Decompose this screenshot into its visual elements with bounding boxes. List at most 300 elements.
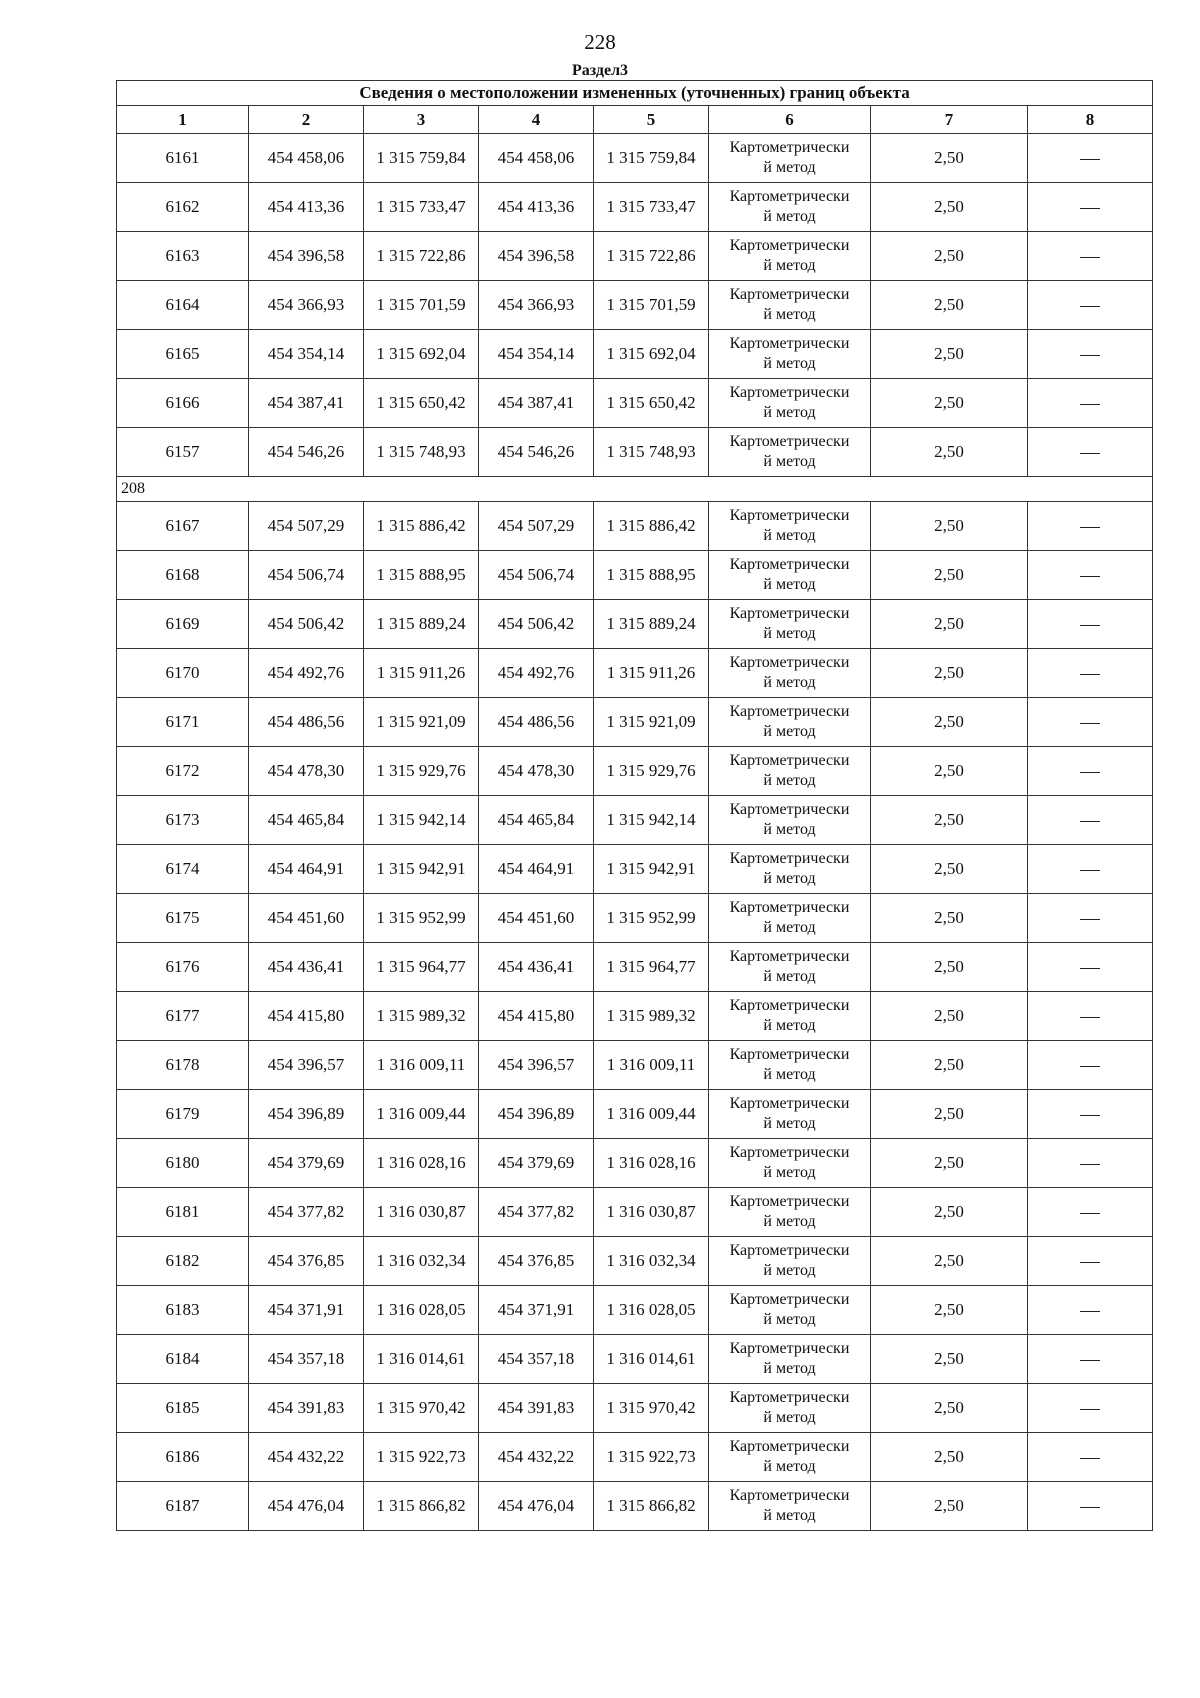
y-existing-cell: 1 315 921,09: [364, 698, 479, 747]
y-existing-cell: 1 315 889,24: [364, 600, 479, 649]
x-existing-cell: 454 492,76: [249, 649, 364, 698]
accuracy-cell: 2,50: [871, 1335, 1028, 1384]
accuracy-cell: 2,50: [871, 1237, 1028, 1286]
point-number-cell: 6185: [117, 1384, 249, 1433]
column-header: 6: [709, 106, 871, 134]
point-number-cell: 6178: [117, 1041, 249, 1090]
y-existing-cell: 1 315 942,91: [364, 845, 479, 894]
method-line: Картометрически: [729, 899, 850, 916]
x-new-cell: 454 413,36: [479, 183, 594, 232]
x-existing-cell: 454 415,80: [249, 992, 364, 1041]
point-number-cell: 6172: [117, 747, 249, 796]
empty-value-cell: [1028, 747, 1153, 796]
method-line: Картометрически: [729, 433, 850, 450]
accuracy-cell: 2,50: [871, 1286, 1028, 1335]
column-header: 3: [364, 106, 479, 134]
y-existing-cell: 1 315 922,73: [364, 1433, 479, 1482]
x-new-cell: 454 432,22: [479, 1433, 594, 1482]
y-new-cell: 1 315 989,32: [594, 992, 709, 1041]
y-existing-cell: 1 315 692,04: [364, 330, 479, 379]
table-row: [117, 134, 1153, 183]
y-existing-cell: 1 315 989,32: [364, 992, 479, 1041]
method-line: Картометрически: [729, 335, 850, 352]
empty-value-cell: [1028, 1090, 1153, 1139]
dash-mark: [1080, 257, 1100, 258]
y-new-cell: 1 316 014,61: [594, 1335, 709, 1384]
method-line: й метод: [763, 1262, 816, 1279]
x-new-cell: 454 387,41: [479, 379, 594, 428]
method-line: й метод: [763, 1360, 816, 1377]
x-existing-cell: 454 486,56: [249, 698, 364, 747]
method-line: Картометрически: [729, 556, 850, 573]
table-row: [117, 600, 1153, 649]
y-new-cell: 1 316 030,87: [594, 1188, 709, 1237]
method-cell: [709, 747, 871, 796]
method-line: Картометрически: [729, 1438, 850, 1455]
x-existing-cell: 454 377,82: [249, 1188, 364, 1237]
y-existing-cell: 1 315 942,14: [364, 796, 479, 845]
column-header: 8: [1028, 106, 1153, 134]
group-row: [117, 477, 1153, 502]
x-new-cell: 454 366,93: [479, 281, 594, 330]
x-existing-cell: 454 465,84: [249, 796, 364, 845]
dash-mark: [1080, 772, 1100, 773]
dash-mark: [1080, 1017, 1100, 1018]
empty-value-cell: [1028, 1188, 1153, 1237]
y-existing-cell: 1 315 759,84: [364, 134, 479, 183]
method-line: Картометрически: [729, 605, 850, 622]
method-line: й метод: [763, 625, 816, 642]
method-cell: [709, 600, 871, 649]
accuracy-cell: 2,50: [871, 894, 1028, 943]
dash-mark: [1080, 404, 1100, 405]
x-new-cell: 454 415,80: [479, 992, 594, 1041]
accuracy-cell: 2,50: [871, 796, 1028, 845]
table-row: [117, 379, 1153, 428]
y-existing-cell: 1 315 650,42: [364, 379, 479, 428]
y-new-cell: 1 315 650,42: [594, 379, 709, 428]
y-existing-cell: 1 315 733,47: [364, 183, 479, 232]
accuracy-cell: 2,50: [871, 502, 1028, 551]
method-line: Картометрически: [729, 850, 850, 867]
x-existing-cell: 454 379,69: [249, 1139, 364, 1188]
x-new-cell: 454 451,60: [479, 894, 594, 943]
x-new-cell: 454 396,89: [479, 1090, 594, 1139]
x-new-cell: 454 478,30: [479, 747, 594, 796]
accuracy-cell: 2,50: [871, 1139, 1028, 1188]
y-existing-cell: 1 316 030,87: [364, 1188, 479, 1237]
method-line: й метод: [763, 1311, 816, 1328]
point-number-cell: 6184: [117, 1335, 249, 1384]
empty-value-cell: [1028, 992, 1153, 1041]
table-row: [117, 1041, 1153, 1090]
dash-mark: [1080, 1458, 1100, 1459]
table-row: [117, 551, 1153, 600]
method-cell: [709, 551, 871, 600]
method-cell: [709, 1188, 871, 1237]
x-new-cell: 454 546,26: [479, 428, 594, 477]
table-row: [117, 183, 1153, 232]
dash-mark: [1080, 1311, 1100, 1312]
accuracy-cell: 2,50: [871, 1433, 1028, 1482]
y-new-cell: 1 316 009,11: [594, 1041, 709, 1090]
x-new-cell: 454 396,57: [479, 1041, 594, 1090]
method-cell: [709, 796, 871, 845]
y-new-cell: 1 315 701,59: [594, 281, 709, 330]
column-header: 2: [249, 106, 364, 134]
accuracy-cell: 2,50: [871, 1090, 1028, 1139]
page-number: 228: [584, 30, 616, 54]
empty-value-cell: [1028, 232, 1153, 281]
table-row: [117, 1286, 1153, 1335]
method-line: Картометрически: [729, 507, 850, 524]
dash-mark: [1080, 968, 1100, 969]
method-line: й метод: [763, 919, 816, 936]
method-line: Картометрически: [729, 997, 850, 1014]
x-new-cell: 454 376,85: [479, 1237, 594, 1286]
empty-value-cell: [1028, 1384, 1153, 1433]
y-existing-cell: 1 315 748,93: [364, 428, 479, 477]
table-row: [117, 428, 1153, 477]
method-line: й метод: [763, 1458, 816, 1475]
x-existing-cell: 454 476,04: [249, 1482, 364, 1531]
method-line: й метод: [763, 1213, 816, 1230]
dash-mark: [1080, 821, 1100, 822]
y-new-cell: 1 315 748,93: [594, 428, 709, 477]
method-line: Картометрически: [729, 286, 850, 303]
point-number-cell: 6166: [117, 379, 249, 428]
x-existing-cell: 454 506,42: [249, 600, 364, 649]
method-line: Картометрически: [729, 948, 850, 965]
x-new-cell: 454 377,82: [479, 1188, 594, 1237]
table-row: [117, 698, 1153, 747]
dash-mark: [1080, 1213, 1100, 1214]
method-cell: [709, 943, 871, 992]
y-new-cell: 1 315 922,73: [594, 1433, 709, 1482]
method-cell: [709, 1433, 871, 1482]
method-line: Картометрически: [729, 1095, 850, 1112]
accuracy-cell: 2,50: [871, 698, 1028, 747]
empty-value-cell: [1028, 183, 1153, 232]
column-header: 1: [117, 106, 249, 134]
x-existing-cell: 454 387,41: [249, 379, 364, 428]
method-cell: [709, 1286, 871, 1335]
column-header: 4: [479, 106, 594, 134]
dash-mark: [1080, 1262, 1100, 1263]
y-existing-cell: 1 316 009,11: [364, 1041, 479, 1090]
method-line: Картометрически: [729, 801, 850, 818]
method-line: й метод: [763, 208, 816, 225]
table-caption: Сведения о местоположении измененных (уточненных) границ объекта: [117, 81, 1153, 106]
method-line: Картометрически: [729, 1046, 850, 1063]
x-new-cell: 454 371,91: [479, 1286, 594, 1335]
empty-value-cell: [1028, 1237, 1153, 1286]
dash-mark: [1080, 1507, 1100, 1508]
method-line: й метод: [763, 306, 816, 323]
method-line: Картометрически: [729, 1144, 850, 1161]
method-cell: [709, 232, 871, 281]
dash-mark: [1080, 527, 1100, 528]
table-row: [117, 281, 1153, 330]
point-number-cell: 6162: [117, 183, 249, 232]
empty-value-cell: [1028, 1139, 1153, 1188]
method-line: Картометрически: [729, 188, 850, 205]
y-new-cell: 1 315 929,76: [594, 747, 709, 796]
point-number-cell: 6180: [117, 1139, 249, 1188]
method-line: й метод: [763, 723, 816, 740]
accuracy-cell: 2,50: [871, 134, 1028, 183]
method-cell: [709, 894, 871, 943]
method-line: й метод: [763, 257, 816, 274]
method-cell: [709, 1384, 871, 1433]
point-number-cell: 6164: [117, 281, 249, 330]
empty-value-cell: [1028, 796, 1153, 845]
x-existing-cell: 454 396,58: [249, 232, 364, 281]
dash-mark: [1080, 870, 1100, 871]
x-existing-cell: 454 391,83: [249, 1384, 364, 1433]
method-line: й метод: [763, 576, 816, 593]
point-number-cell: 6174: [117, 845, 249, 894]
x-new-cell: 454 506,74: [479, 551, 594, 600]
empty-value-cell: [1028, 1286, 1153, 1335]
dash-mark: [1080, 1066, 1100, 1067]
point-number-cell: 6175: [117, 894, 249, 943]
y-new-cell: 1 316 028,05: [594, 1286, 709, 1335]
y-new-cell: 1 315 964,77: [594, 943, 709, 992]
x-new-cell: 454 486,56: [479, 698, 594, 747]
x-existing-cell: 454 451,60: [249, 894, 364, 943]
y-new-cell: 1 315 888,95: [594, 551, 709, 600]
empty-value-cell: [1028, 379, 1153, 428]
method-cell: [709, 1482, 871, 1531]
table-row: [117, 1433, 1153, 1482]
accuracy-cell: 2,50: [871, 649, 1028, 698]
method-line: Картометрически: [729, 1487, 850, 1504]
x-existing-cell: 454 506,74: [249, 551, 364, 600]
y-existing-cell: 1 315 886,42: [364, 502, 479, 551]
empty-value-cell: [1028, 894, 1153, 943]
y-existing-cell: 1 315 970,42: [364, 1384, 479, 1433]
y-existing-cell: 1 316 014,61: [364, 1335, 479, 1384]
method-line: й метод: [763, 1115, 816, 1132]
y-existing-cell: 1 316 028,05: [364, 1286, 479, 1335]
point-number-cell: 6186: [117, 1433, 249, 1482]
dash-mark: [1080, 159, 1100, 160]
dash-mark: [1080, 919, 1100, 920]
x-existing-cell: 454 436,41: [249, 943, 364, 992]
dash-mark: [1080, 625, 1100, 626]
method-cell: [709, 428, 871, 477]
y-existing-cell: 1 316 009,44: [364, 1090, 479, 1139]
accuracy-cell: 2,50: [871, 747, 1028, 796]
table-row: [117, 1384, 1153, 1433]
dash-mark: [1080, 576, 1100, 577]
table-row: [117, 1482, 1153, 1531]
method-line: Картометрически: [729, 139, 850, 156]
y-new-cell: 1 315 692,04: [594, 330, 709, 379]
x-existing-cell: 454 478,30: [249, 747, 364, 796]
x-existing-cell: 454 354,14: [249, 330, 364, 379]
y-new-cell: 1 315 942,91: [594, 845, 709, 894]
accuracy-cell: 2,50: [871, 281, 1028, 330]
accuracy-cell: 2,50: [871, 379, 1028, 428]
y-new-cell: 1 315 970,42: [594, 1384, 709, 1433]
method-line: й метод: [763, 404, 816, 421]
table-row: [117, 1188, 1153, 1237]
accuracy-cell: 2,50: [871, 943, 1028, 992]
method-cell: [709, 330, 871, 379]
empty-value-cell: [1028, 502, 1153, 551]
empty-value-cell: [1028, 1041, 1153, 1090]
method-line: Картометрически: [729, 1291, 850, 1308]
table-row: [117, 502, 1153, 551]
x-existing-cell: 454 371,91: [249, 1286, 364, 1335]
accuracy-cell: 2,50: [871, 1041, 1028, 1090]
dash-mark: [1080, 723, 1100, 724]
y-new-cell: 1 316 032,34: [594, 1237, 709, 1286]
table-row: [117, 992, 1153, 1041]
dash-mark: [1080, 306, 1100, 307]
x-new-cell: 454 465,84: [479, 796, 594, 845]
accuracy-cell: 2,50: [871, 1482, 1028, 1531]
y-new-cell: 1 315 952,99: [594, 894, 709, 943]
y-existing-cell: 1 316 028,16: [364, 1139, 479, 1188]
x-new-cell: 454 391,83: [479, 1384, 594, 1433]
x-new-cell: 454 396,58: [479, 232, 594, 281]
method-line: й метод: [763, 870, 816, 887]
method-cell: [709, 379, 871, 428]
method-cell: [709, 183, 871, 232]
y-new-cell: 1 315 722,86: [594, 232, 709, 281]
empty-value-cell: [1028, 551, 1153, 600]
x-new-cell: 454 357,18: [479, 1335, 594, 1384]
empty-value-cell: [1028, 1335, 1153, 1384]
dash-mark: [1080, 355, 1100, 356]
accuracy-cell: 2,50: [871, 330, 1028, 379]
method-cell: [709, 502, 871, 551]
point-number-cell: 6170: [117, 649, 249, 698]
x-existing-cell: 454 376,85: [249, 1237, 364, 1286]
x-new-cell: 454 507,29: [479, 502, 594, 551]
method-cell: [709, 992, 871, 1041]
table-row: [117, 1237, 1153, 1286]
method-line: Картометрически: [729, 752, 850, 769]
method-line: Картометрически: [729, 1389, 850, 1406]
empty-value-cell: [1028, 134, 1153, 183]
boundary-coordinates-table: [116, 80, 1153, 1531]
dash-mark: [1080, 1164, 1100, 1165]
method-line: й метод: [763, 453, 816, 470]
point-number-cell: 6187: [117, 1482, 249, 1531]
y-existing-cell: 1 315 888,95: [364, 551, 479, 600]
accuracy-cell: 2,50: [871, 183, 1028, 232]
dash-mark: [1080, 453, 1100, 454]
y-existing-cell: 1 315 929,76: [364, 747, 479, 796]
x-new-cell: 454 464,91: [479, 845, 594, 894]
y-existing-cell: 1 315 952,99: [364, 894, 479, 943]
empty-value-cell: [1028, 649, 1153, 698]
x-new-cell: 454 506,42: [479, 600, 594, 649]
method-line: й метод: [763, 1409, 816, 1426]
method-line: й метод: [763, 1164, 816, 1181]
x-new-cell: 454 476,04: [479, 1482, 594, 1531]
x-existing-cell: 454 507,29: [249, 502, 364, 551]
table-row: [117, 330, 1153, 379]
table-row: [117, 796, 1153, 845]
method-line: й метод: [763, 968, 816, 985]
point-number-cell: 6163: [117, 232, 249, 281]
table-row: [117, 747, 1153, 796]
x-existing-cell: 454 458,06: [249, 134, 364, 183]
method-cell: [709, 1139, 871, 1188]
method-line: й метод: [763, 1507, 816, 1524]
table-row: [117, 943, 1153, 992]
table-row: [117, 1139, 1153, 1188]
dash-mark: [1080, 674, 1100, 675]
y-new-cell: 1 315 759,84: [594, 134, 709, 183]
x-existing-cell: 454 413,36: [249, 183, 364, 232]
method-line: й метод: [763, 772, 816, 789]
method-cell: [709, 134, 871, 183]
table-row: [117, 894, 1153, 943]
point-number-cell: 6167: [117, 502, 249, 551]
point-number-cell: 6161: [117, 134, 249, 183]
method-cell: [709, 649, 871, 698]
method-cell: [709, 1041, 871, 1090]
accuracy-cell: 2,50: [871, 600, 1028, 649]
point-number-cell: 6179: [117, 1090, 249, 1139]
x-existing-cell: 454 396,89: [249, 1090, 364, 1139]
y-new-cell: 1 315 942,14: [594, 796, 709, 845]
empty-value-cell: [1028, 1433, 1153, 1482]
y-existing-cell: 1 315 866,82: [364, 1482, 479, 1531]
accuracy-cell: 2,50: [871, 232, 1028, 281]
point-number-cell: 6165: [117, 330, 249, 379]
method-line: Картометрически: [729, 1242, 850, 1259]
column-header: 5: [594, 106, 709, 134]
y-new-cell: 1 315 911,26: [594, 649, 709, 698]
accuracy-cell: 2,50: [871, 551, 1028, 600]
method-line: Картометрически: [729, 654, 850, 671]
method-line: Картометрически: [729, 1340, 850, 1357]
x-existing-cell: 454 357,18: [249, 1335, 364, 1384]
empty-value-cell: [1028, 428, 1153, 477]
empty-value-cell: [1028, 330, 1153, 379]
column-header: 7: [871, 106, 1028, 134]
point-number-cell: 6183: [117, 1286, 249, 1335]
x-new-cell: 454 379,69: [479, 1139, 594, 1188]
empty-value-cell: [1028, 943, 1153, 992]
method-cell: [709, 1335, 871, 1384]
method-line: й метод: [763, 1066, 816, 1083]
table-row: [117, 649, 1153, 698]
dash-mark: [1080, 1360, 1100, 1361]
point-number-cell: 6157: [117, 428, 249, 477]
table-row: [117, 1090, 1153, 1139]
point-number-cell: 6177: [117, 992, 249, 1041]
y-new-cell: 1 315 866,82: [594, 1482, 709, 1531]
y-new-cell: 1 315 886,42: [594, 502, 709, 551]
method-cell: [709, 1237, 871, 1286]
x-existing-cell: 454 432,22: [249, 1433, 364, 1482]
method-cell: [709, 281, 871, 330]
y-existing-cell: 1 315 701,59: [364, 281, 479, 330]
method-cell: [709, 845, 871, 894]
method-line: й метод: [763, 1017, 816, 1034]
y-new-cell: 1 315 921,09: [594, 698, 709, 747]
x-new-cell: 454 492,76: [479, 649, 594, 698]
x-existing-cell: 454 366,93: [249, 281, 364, 330]
